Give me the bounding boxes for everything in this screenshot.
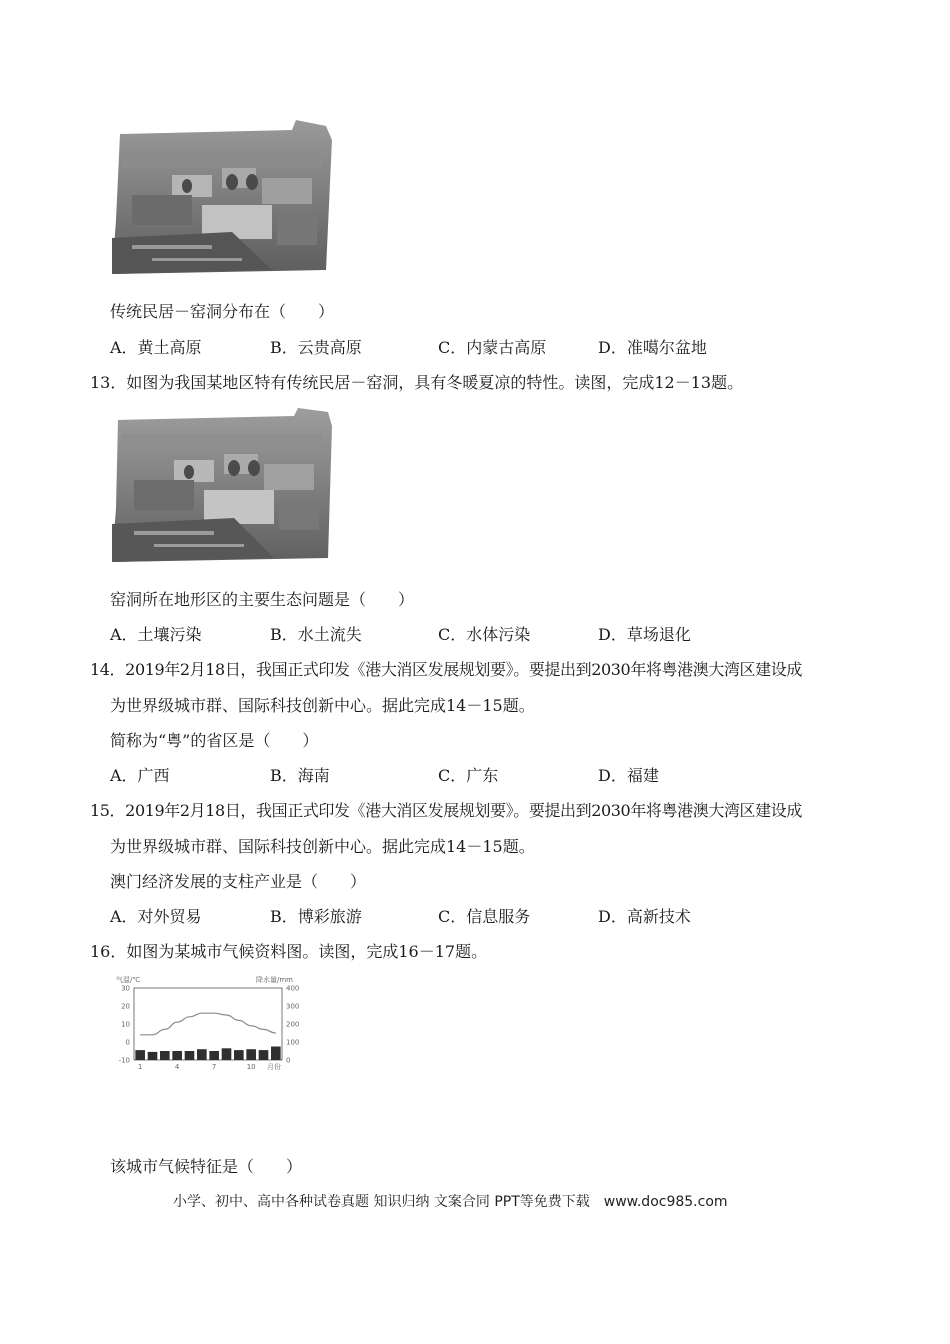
- x-tick-label: 7: [211, 1063, 217, 1070]
- q14-option-c[interactable]: C．广东: [438, 766, 499, 785]
- q12-option-b[interactable]: B．云贵高原: [270, 338, 362, 357]
- temperature-line: [140, 1013, 276, 1035]
- cave-dwelling-photo-1: [112, 120, 336, 276]
- q14-stem: 简称为“粤”的省区是（ ）: [110, 731, 319, 750]
- x-tick-label: 月份: [267, 1063, 281, 1070]
- q13-option-c[interactable]: C．水体污染: [438, 625, 531, 644]
- q16-stem: 该城市气候特征是（ ）: [110, 1157, 303, 1176]
- precipitation-bar: [135, 1050, 145, 1060]
- precipitation-bar: [246, 1049, 256, 1060]
- climate-chart: [104, 974, 304, 1070]
- q12-option-d[interactable]: D．准噶尔盆地: [598, 338, 707, 357]
- q14-intro-line-1: 14．2019年2月18日，我国正式印发《港大消区发展规划要》。要提出到2030年将粤港澳大湾区建设成: [90, 660, 802, 679]
- right-tick-label: 100: [286, 1038, 300, 1047]
- left-tick-label: 0: [125, 1038, 130, 1047]
- q12-stem: 传统民居－窑洞分布在（ ）: [110, 302, 335, 321]
- q15-stem: 澳门经济发展的支柱产业是（ ）: [110, 872, 367, 891]
- precipitation-bar: [259, 1050, 269, 1060]
- x-tick-label: 10: [246, 1063, 256, 1070]
- q13-intro: 13．如图为我国某地区特有传统民居－窑洞，具有冬暖夏凉的特性。读图，完成12－13题。: [90, 373, 744, 392]
- x-tick-label: 4: [174, 1063, 180, 1070]
- precipitation-bar: [172, 1051, 182, 1060]
- q12-option-a[interactable]: A．黄土高原: [110, 338, 202, 357]
- q14-option-a[interactable]: A．广西: [110, 766, 170, 785]
- precipitation-bar: [271, 1047, 281, 1061]
- q16-intro: 16．如图为某城市气候资料图。读图，完成16－17题。: [90, 942, 488, 961]
- right-axis-label: 降水量/mm: [256, 976, 293, 984]
- q14-option-d[interactable]: D．福建: [598, 766, 659, 785]
- page-footer: 小学、初中、高中各种试卷真题 知识归纳 文案合同 PPT等免费下载 www.doc985.com: [173, 1194, 728, 1210]
- precipitation-bar: [222, 1048, 232, 1060]
- cave-dwelling-photo-2: [112, 408, 336, 564]
- q15-intro-line-1: 15．2019年2月18日，我国正式印发《港大消区发展规划要》。要提出到2030年将粤港澳大湾区建设成: [90, 801, 802, 820]
- precipitation-bar: [185, 1051, 195, 1060]
- left-tick-label: 10: [121, 1020, 130, 1029]
- q15-option-c[interactable]: C．信息服务: [438, 907, 531, 926]
- left-tick-label: 30: [121, 984, 130, 993]
- left-tick-label: -10: [118, 1056, 130, 1065]
- right-tick-label: 300: [286, 1002, 300, 1011]
- q13-option-d[interactable]: D．草场退化: [598, 625, 691, 644]
- left-tick-label: 20: [121, 1002, 130, 1011]
- q15-intro-line-2: 为世界级城市群、国际科技创新中心。据此完成14－15题。: [110, 837, 535, 856]
- left-axis-label: 气温/℃: [116, 976, 141, 984]
- q13-option-a[interactable]: A．土壤污染: [110, 625, 202, 644]
- q13-option-b[interactable]: B．水土流失: [270, 625, 362, 644]
- precipitation-bar: [197, 1049, 207, 1060]
- right-tick-label: 0: [286, 1056, 291, 1065]
- q13-stem: 窑洞所在地形区的主要生态问题是（ ）: [110, 590, 415, 609]
- precipitation-bar: [160, 1051, 170, 1060]
- precipitation-bar: [209, 1051, 219, 1060]
- q14-option-b[interactable]: B．海南: [270, 766, 330, 785]
- q15-option-a[interactable]: A．对外贸易: [110, 907, 202, 926]
- q15-option-b[interactable]: B．博彩旅游: [270, 907, 362, 926]
- x-tick-label: 1: [137, 1063, 143, 1070]
- precipitation-bar: [148, 1052, 158, 1060]
- right-tick-label: 200: [286, 1020, 300, 1029]
- q14-intro-line-2: 为世界级城市群、国际科技创新中心。据此完成14－15题。: [110, 696, 535, 715]
- precipitation-bar: [234, 1050, 244, 1060]
- q15-option-d[interactable]: D．高新技术: [598, 907, 691, 926]
- right-tick-label: 400: [286, 984, 300, 993]
- q12-option-c[interactable]: C．内蒙古高原: [438, 338, 547, 357]
- plot-frame: [134, 988, 282, 1060]
